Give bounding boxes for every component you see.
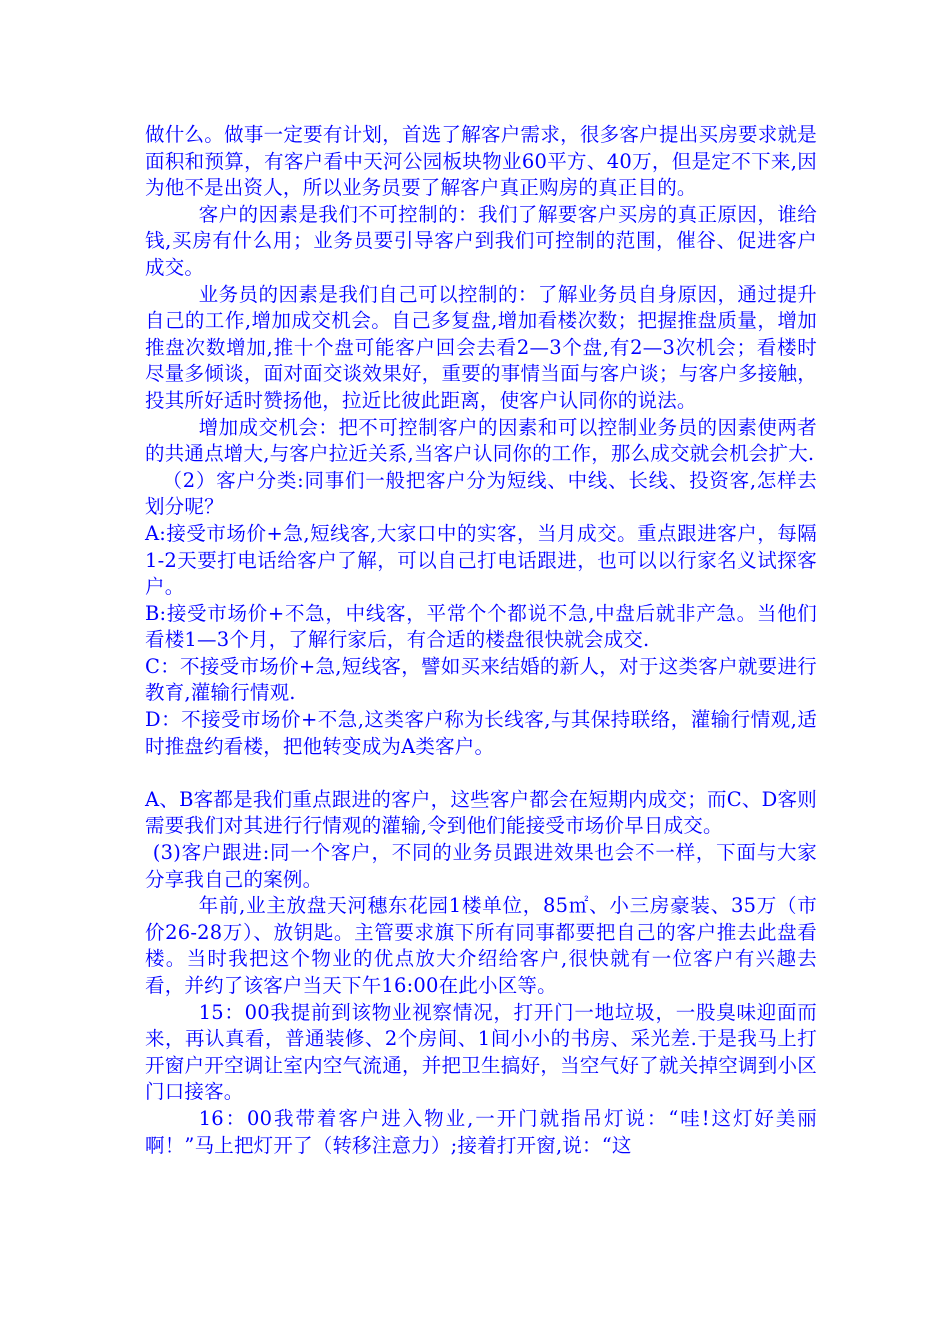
paragraph-customer-followup: (3)客户跟进:同一个客户，不同的业务员跟进效果也会不一样，下面与大家分享我自己的案例。 — [145, 841, 817, 891]
paragraph-customer-factors: 客户的因素是我们不可控制的：我们了解要客户买房的真正原因，谁给钱,买房有什么用；业务员要引导客户到我们可控制的范围，催谷、促进客户成交。 — [145, 202, 817, 279]
paragraph-case-intro: 年前,业主放盘天河穗东花园1楼单位，85㎡、小三房豪装、35万（市价26-28万）、放钥匙。主管要求旗下所有同事都要把自己的客户推去此盘看楼。当时我把这个物业的优点放大介绍给客户,很快就有一位客户有兴趣去看，并约了该客户当天下午16:00在此小区等。 — [145, 894, 817, 997]
paragraph-case-1500: 15：00我提前到该物业视察情况，打开门一地垃圾，一股臭味迎面而来，再认真看，普通装修、2个房间、1间小小的书房、采光差.于是我马上打开窗户开空调让室内空气流通，并把卫生搞好，当空气好了就关掉空调到小区门口接客。 — [145, 1000, 817, 1104]
paragraph-ab-cd-summary: A、B客都是我们重点跟进的客户，这些客户都会在短期内成交；而C、D客则需要我们对其进行行情观的灌输,令到他们能接受市场价早日成交。 — [145, 787, 817, 838]
paragraph-intro: 做什么。做事一定要有计划，首选了解客户需求，很多客户提出买房要求就是面积和预算，有客户看中天河公园板块物业60平方、40万，但是定不下来,因为他不是出资人，所以业务员要了解客户真正购房的真正目的。 — [145, 123, 817, 200]
paragraph-customer-classification: （2）客户分类:同事们一般把客户分为短线、中线、长线、投资客,怎样去划分呢？ — [145, 468, 817, 519]
paragraph-increase-chances: 增加成交机会：把不可控制客户的因素和可以控制业务员的因素使两者的共通点增大,与客户拉近关系,当客户认同你的工作，那么成交就会机会扩大. — [145, 415, 817, 466]
paragraph-agent-factors: 业务员的因素是我们自己可以控制的：了解业务员自身原因，通过提升自己的工作,增加成交机会。自己多复盘,增加看楼次数；把握推盘质量，增加推盘次数增加,推十个盘可能客户回会去看2—3个盘,有2—3次机会；看楼时尽量多倾谈，面对面交谈效果好，重要的事情当面与客户谈；与客户多接触，投其所好适时赞扬他，拉近比彼此距离，使客户认同你的说法。 — [145, 282, 817, 412]
paragraph-case-1600: 16：00我带着客户进入物业,一开门就指吊灯说：“哇!这灯好美丽啊！”马上把灯开了（转移注意力）;接着打开窗,说：“这 — [145, 1106, 817, 1157]
paragraph-class-a: A:接受市场价+急,短线客,大家口中的实客，当月成交。重点跟进客户，每隔1-2天要打电话给客户了解，可以自己打电话跟进，也可以以行家名义试探客户。 — [145, 521, 817, 599]
paragraph-class-d: D：不接受市场价+不急,这类客户称为长线客,与其保持联络，灌输行情观,适时推盘约看楼，把他转变成为A类客户。 — [145, 708, 817, 758]
document-body — [145, 122, 817, 1159]
blank-line — [145, 760, 817, 787]
paragraph-class-c: C：不接受市场价+急,短线客，譬如买来结婚的新人，对于这类客户就要进行教育,灌输行情观. — [145, 654, 817, 705]
paragraph-class-b: B:接受市场价+不急，中线客，平常个个都说不急,中盘后就非产急。当他们看楼1—3个月，了解行家后，有合适的楼盘很快就会成交. — [145, 601, 817, 652]
